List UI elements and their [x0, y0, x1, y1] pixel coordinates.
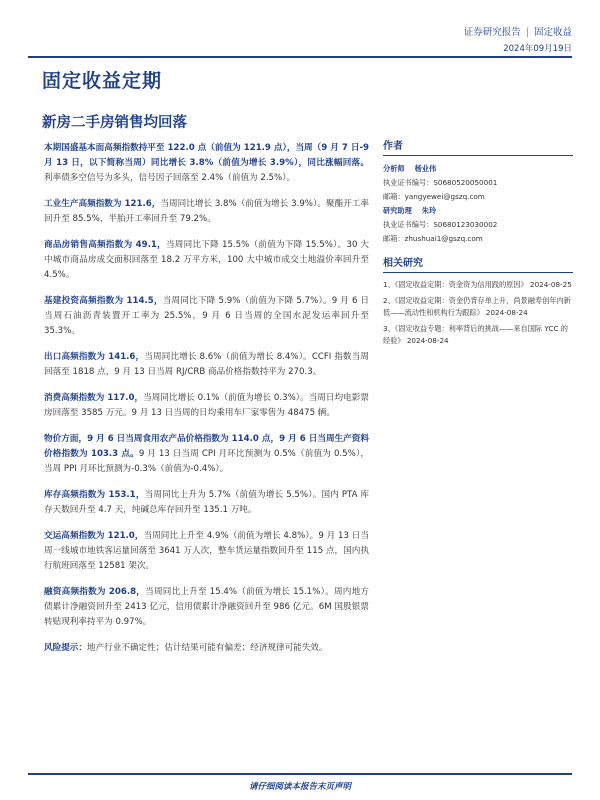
top-divider	[28, 56, 572, 58]
related-heading: 相关研究	[383, 254, 573, 273]
cert-number: S0680520050001	[433, 178, 498, 187]
summary-paragraph	[44, 488, 369, 518]
related-report-1[interactable]: 1、《固定收益定期：资金资为信用践的原因》 2024-08-25	[383, 280, 572, 289]
risk-warning	[44, 641, 369, 656]
footer-disclaimer: 请仔细阅读本报告末页声明	[248, 782, 351, 792]
summary-paragraph	[44, 350, 369, 380]
sidebar	[383, 137, 573, 351]
highlight-text: 交运高频指数为 121.0，	[44, 531, 144, 541]
report-title: 固定收益定期	[42, 70, 163, 92]
report-date: 2024年09月19日	[503, 44, 572, 54]
body-text: 当周同比增长 8.6%（前值为增长 8.4%）。CCFI 指数当周回落至 1818 点，9 月 13 日当周 RJ/CRB 商品价格指数持平为 270.3。	[44, 352, 369, 377]
email-label: 邮箱	[383, 234, 398, 243]
related-report-2[interactable]: 2、《固定收益定期：资金仍背存单上升，尚景融寿创年内新低——流动性和机构行为跟踪》 2024-08-24	[383, 296, 571, 317]
highlight-text: 商品房销售高频指数为 49.1，	[44, 240, 166, 250]
main-content	[44, 141, 369, 667]
cert-number: S0680123030002	[433, 220, 498, 229]
summary-paragraph	[44, 238, 369, 283]
authors-heading: 作者	[383, 137, 573, 156]
summary-paragraph	[44, 197, 369, 227]
body-text: 当周同比上升为 5.7%（前值为增长 5.5%）。国内 PTA 库存天数回升至 4.7 天，纯碱总库存回升至 135.1 万吨。	[44, 490, 369, 515]
header-category: 证券研究报告	[463, 27, 521, 38]
summary-paragraph	[44, 294, 369, 339]
report-subtitle: 新房二手房销售均回落	[42, 115, 187, 131]
author-name: 朱玲	[421, 206, 437, 215]
email-label: 邮箱	[383, 192, 398, 201]
highlight-text: 消费高频指数为 117.0，	[44, 393, 144, 403]
highlight-text: 工业生产高频指数为 121.6，	[44, 199, 161, 209]
summary-paragraph	[44, 529, 369, 574]
author-name: 杨业伟	[414, 164, 437, 173]
body-text: 当周同比增长 3.8%（前值为增长 3.9%）。聚酯开工率回升至 85.5%，半胎开工率回升至 79.2%。	[44, 199, 369, 224]
author-role: 分析师	[383, 164, 405, 173]
report-header	[464, 24, 572, 38]
cert-label: 执业证书编号	[383, 220, 427, 229]
summary-paragraph	[44, 432, 369, 477]
body-text: 利率债多空信号为多头，信号因子回落至 2.4%（前值为 2.5%）。	[44, 173, 296, 183]
risk-text: 地产行业不确定性；估计结果可能有偏差；经济规律可能失效。	[86, 643, 328, 653]
related-report-3[interactable]: 3、《固定收益专题：利率背后的挑战——来自国际 YCC 的经验》 2024-08-24	[383, 324, 568, 345]
highlight-text: 基建投资高频指数为 114.5，	[44, 296, 163, 306]
author-2: 研究助理 朱玲 执业证书编号：S0680123030002 邮箱：zhushuai1@gszq.com	[383, 206, 498, 243]
author-role: 研究助理	[383, 206, 412, 215]
highlight-text: 物价方面，9 月 6 日当周食用农产品价格指数为 114.0 点，9 月 6 日当周生产资料价格指数为 103.3 点。	[44, 434, 369, 459]
body-text: 当周同比增长 0.1%（前值为增长 0.3%）。当周日均电影票房回落至 3585 万元。9 月 13 日当周的日均乘用车厂家零售为 48475 辆。	[44, 393, 369, 418]
header-divider: |	[525, 27, 529, 38]
author-email[interactable]: zhushuai1@gszq.com	[404, 234, 483, 243]
bottom-divider	[28, 773, 572, 775]
highlight-text: 库存高频指数为 153.1，	[44, 490, 145, 500]
body-text: 9 月 13 日当周 CPI 月环比预测为 0.5%（前值为 0.5%），当周 PPI 月环比预测为-0.3%（前值为-0.4%）。	[44, 449, 369, 474]
body-text: 当周同比下降 5.9%（前值为下降 5.7%）。9 月 6 日当周石油沥青装置开工率为 25.5%，9 月 6 日当周的全国水泥发运率回升至 35.3%。	[44, 296, 369, 336]
author-email[interactable]: yangyewei@gszq.com	[404, 192, 485, 201]
highlight-text: 本期国盛基本面高频指数持平至 122.0 点（前值为 121.9 点），当周（9 月 7 日-9 月 13 日，以下简称当周）同比增长 3.8%（前值为增长 3.9%），同比涨幅回落。	[44, 143, 369, 168]
body-text: 当周同比上升至 15.4%（前值为增长 15.1%）。周内地方债累计净融资回升至 2413 亿元，信用债累计净融资回升至 986 亿元。6M 国股银票转贴现利率持平为 0.97%。	[44, 587, 369, 627]
cert-label: 执业证书编号	[383, 178, 427, 187]
summary-paragraph	[44, 141, 369, 186]
risk-label: 风险提示：	[44, 643, 87, 653]
body-text: 当周同比上升至 4.9%（前值为增长 4.8%）。9 月 13 日当周一线城市地铁客运量回落至 3641 万人次，整车货运量指数回升至 115 点，国内执行航班回落至 12581 架次。	[44, 531, 369, 571]
summary-paragraphs	[44, 141, 369, 630]
highlight-text: 出口高频指数为 141.6，	[44, 352, 145, 362]
header-section: 固定收益	[533, 27, 572, 38]
summary-paragraph	[44, 585, 369, 630]
summary-paragraph	[44, 391, 369, 421]
highlight-text: 融资高频指数为 206.8，	[44, 587, 146, 597]
author-1: 分析师 杨业伟 执业证书编号：S0680520050001 邮箱：yangyewei@gszq.com	[383, 164, 498, 201]
body-text: 当周同比下降 15.5%（前值为下降 15.5%）。30 大中城市商品房成交面积回落至 18.2 万平方米，100 大中城市成交土地溢价率回升至 4.5%。	[44, 240, 369, 280]
